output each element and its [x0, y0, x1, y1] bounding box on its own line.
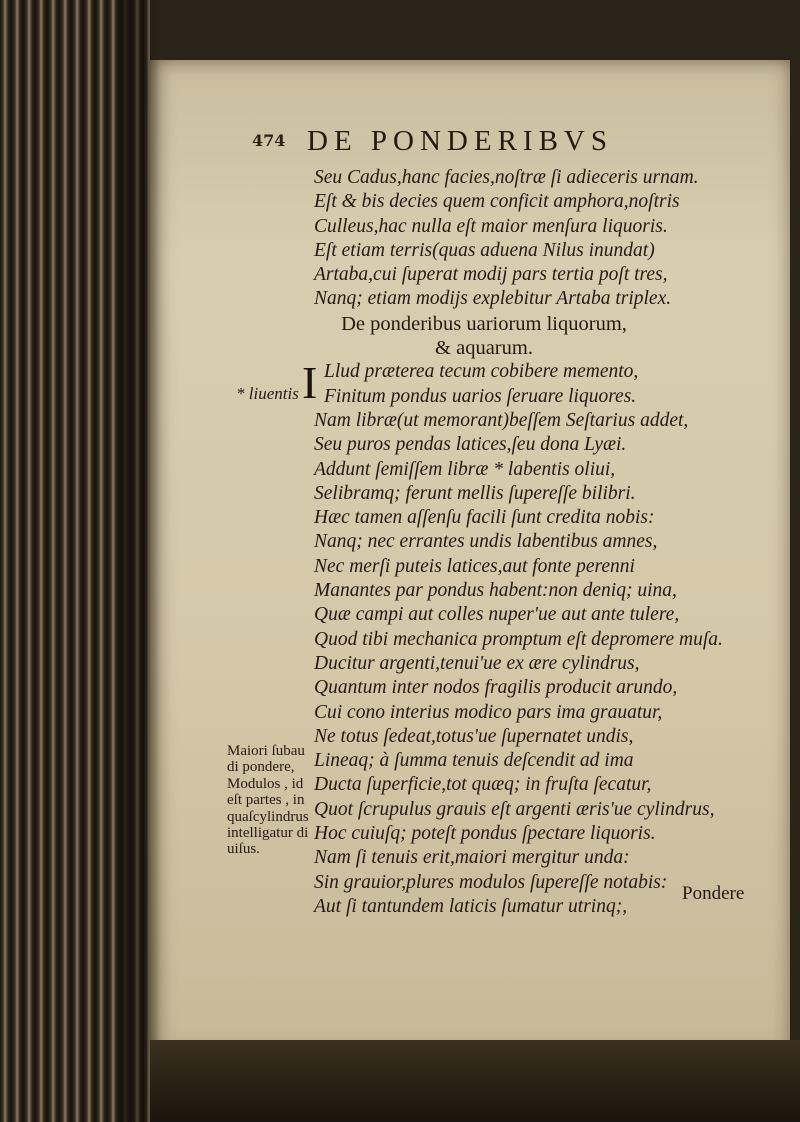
page-curl-shadow	[120, 0, 160, 1122]
verse-line: Eſt etiam terris(quas aduena Nilus inundat)	[314, 239, 655, 261]
verse-line: Addunt ſemiſſem libræ * labentis oliui,	[314, 458, 616, 480]
drop-cap-block	[302, 357, 774, 409]
drop-cap: I	[302, 357, 318, 409]
verse-line: Selibramq; ferunt mellis ſupereſſe bilibri.	[314, 482, 636, 504]
verse-line: Ducta ſuperficie,tot quæq; in fruſta ſecatur,	[314, 774, 652, 796]
section-heading-line: & aquarum.	[435, 337, 533, 360]
verse-line: Ne totus ſedeat,totus'ue ſupernatet undis,	[314, 725, 634, 747]
verse-line: Artaba,cui ſuperat modij pars tertia poſt tres,	[314, 264, 668, 286]
verse-line: Nec merſi puteis latices,aut fonte perenni	[314, 555, 635, 577]
verse-text	[302, 166, 774, 919]
margin-note-line: di pondere,	[227, 759, 295, 776]
verse-line: Hæc tamen aſſenſu facili ſunt credita nobis:	[314, 507, 655, 529]
margin-note-line: Modulos , id	[227, 775, 304, 792]
margin-note-line: Maiori ſubau	[227, 743, 305, 759]
verse-line: Seu Cadus,hanc facies,noſtræ ſi adieceris urnam.	[314, 167, 699, 188]
verse-line: Quod tibi mechanica promptum eſt depromere muſa.	[314, 628, 723, 650]
verse-line: Llud præterea tecum cobibere memento,	[324, 361, 639, 383]
verse-line: Lineaq; à ſumma tenuis deſcendit ad ima	[314, 750, 634, 772]
running-title: DE PONDERIBVS	[307, 125, 613, 157]
margin-note-maiori	[227, 743, 317, 858]
page-number: 474	[252, 131, 286, 150]
verse-line: Quantum inter nodos fragilis producit arundo,	[314, 677, 678, 699]
verse-line: Nanq; nec errantes undis labentibus amnes,	[314, 531, 658, 553]
verse-line: Nanq; etiam modijs explebitur Artaba triplex.	[314, 288, 672, 310]
verse-line: Nam libræ(ut memorant)beſſem Seſtarius addet,	[314, 409, 689, 431]
margin-note-liuentis: * liuentis	[236, 384, 299, 403]
catchword: Pondere	[682, 883, 745, 904]
margin-note-line: quaſcylindrus	[227, 808, 309, 825]
verse-line: Aut ſi tantundem laticis ſumatur utrinq;,	[314, 895, 628, 917]
page-bottom-shadow	[150, 1040, 800, 1122]
page-header	[252, 125, 772, 167]
verse-line: Cui cono interius modico pars ima grauatur,	[314, 701, 663, 723]
verse-line: Culleus,hac nulla eſt maior menſura liquoris.	[314, 215, 668, 237]
verse-line: Hoc cuiuſq; poteſt pondus ſpectare liquoris.	[314, 823, 656, 845]
verse-line: Quæ campi aut colles nuper'ue aut ante tulere,	[314, 604, 680, 626]
verse-line: Manantes par pondus habent:non deniq; uina,	[314, 580, 677, 602]
margin-note-line: eſt partes , in	[227, 792, 305, 809]
verse-line: Sin grauior,plures modulos ſupereſſe notabis:	[314, 871, 668, 893]
section-heading-line: De ponderibus uariorum liquorum,	[341, 312, 627, 335]
verse-line: Eſt & bis decies quem conficit amphora,noſtris	[314, 191, 680, 213]
verse-line: Nam ſi tenuis erit,maiori mergitur unda:	[314, 847, 630, 869]
margin-note-line: uiſus.	[227, 841, 260, 858]
verse-line: Seu puros pendas latices,ſeu dona Lyæi.	[314, 434, 627, 456]
verse-line: Finitum pondus uarios ſeruare liquores.	[324, 385, 637, 407]
margin-note-line: intelligatur di	[227, 825, 309, 842]
verse-line: Ducitur argenti,tenui'ue ex ære cylindrus,	[314, 652, 640, 674]
verse-line: Quot ſcrupulus grauis eſt argenti æris'ue cylindrus,	[314, 798, 715, 820]
